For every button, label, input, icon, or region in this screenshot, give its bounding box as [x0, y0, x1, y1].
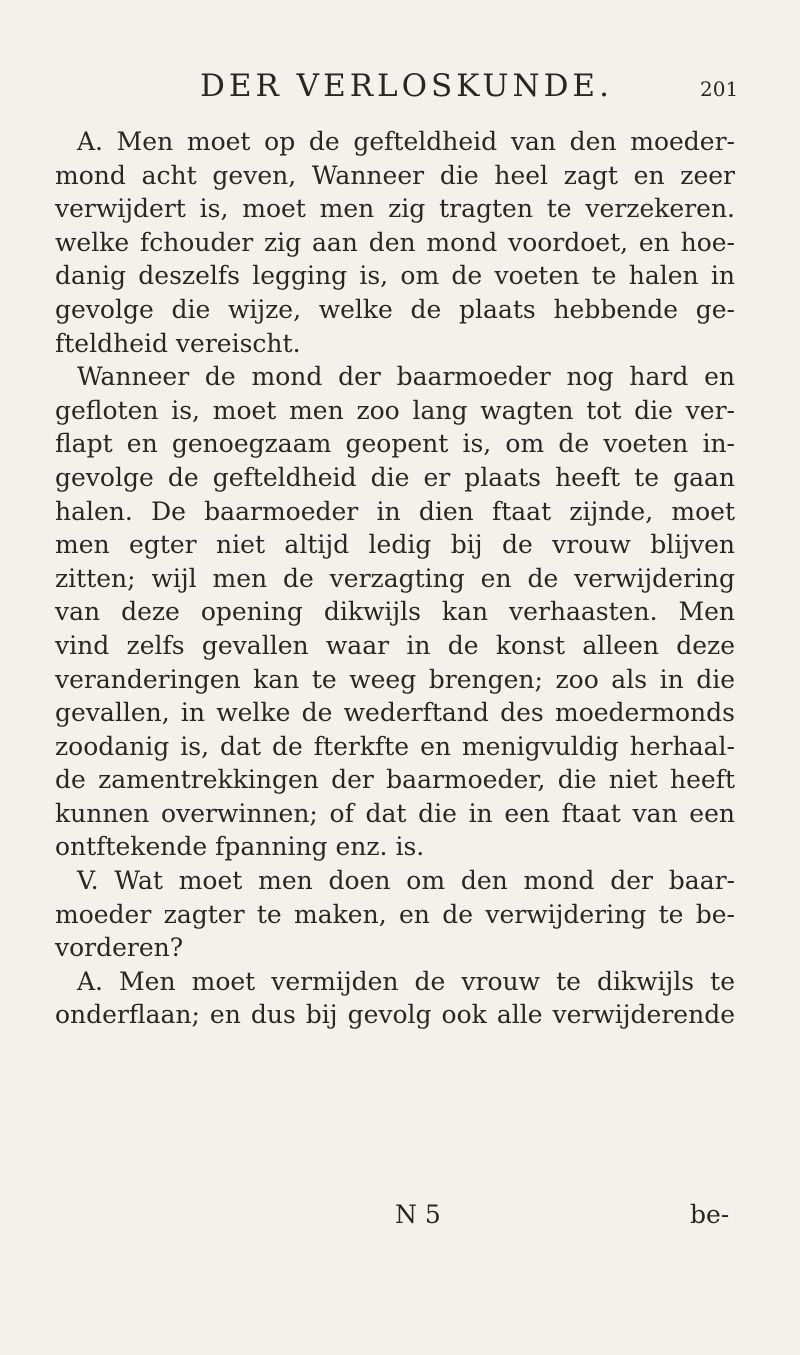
- text-line: van deze opening dikwijls kan verhaasten. Men: [55, 597, 735, 627]
- text-line: onderflaan; en dus bij gevolg ook alle verwijderende: [55, 1000, 735, 1030]
- text-line: Wanneer de mond der baarmoeder nog hard en: [77, 362, 735, 392]
- catchword: be-: [690, 1200, 730, 1229]
- text-line: fteldheid vereischt.: [55, 328, 301, 358]
- text-line: mond acht geven, Wanneer die heel zagt en zeer: [55, 160, 735, 190]
- text-line: V. Wat moet men doen om den mond der baar-: [77, 866, 735, 896]
- text-line: ontftekende fpanning enz. is.: [55, 832, 425, 862]
- text-line: halen. De baarmoeder in dien ftaat zijnde, moet: [55, 496, 735, 526]
- text-line: de zamentrekkingen der baarmoeder, die niet heeft: [55, 765, 735, 795]
- page-footer: [0, 1198, 800, 1232]
- text-line: vorderen?: [55, 933, 184, 963]
- text-line: moeder zagter te maken, en de verwijdering te be-: [55, 899, 735, 929]
- page-number: 201: [700, 77, 739, 101]
- text-line: zitten; wijl men de verzagting en de verwijdering: [55, 563, 735, 593]
- text-line: men egter niet altijd ledig bij de vrouw blijven: [55, 530, 735, 560]
- text-line: gevallen, in welke de wederftand des moedermonds: [55, 698, 735, 728]
- text-line: A. Men moet op de gefteldheid van den moeder-: [77, 127, 735, 156]
- signature-mark: N 5: [395, 1200, 441, 1229]
- text-line: gefloten is, moet men zoo lang wagten tot die ver-: [55, 395, 735, 425]
- text-line: welke fchouder zig aan den mond voordoet, en hoe-: [55, 227, 735, 257]
- text-line: gevolge de gefteldheid die er plaats heeft te gaan: [55, 462, 735, 492]
- text-line: veranderingen kan te weeg brengen; zoo als in die: [55, 664, 735, 694]
- text-line: gevolge die wijze, welke de plaats hebbende ge-: [55, 294, 735, 324]
- running-title: DER VERLOSKUNDE.: [200, 68, 613, 104]
- text-line: danig deszelfs legging is, om de voeten te halen in: [55, 261, 735, 291]
- body-text: [55, 125, 735, 1032]
- text-line: flapt en genoegzaam geopent is, om de voeten in-: [55, 429, 735, 459]
- text-line: kunnen overwinnen; of dat die in een ftaat van een: [55, 798, 735, 828]
- text-line: vind zelfs gevallen waar in de konst alleen deze: [55, 630, 735, 660]
- running-head: [0, 66, 800, 106]
- text-line: A. Men moet vermijden de vrouw te dikwijls te: [77, 966, 735, 996]
- text-line: verwijdert is, moet men zig tragten te verzekeren.: [55, 194, 735, 224]
- text-line: zoodanig is, dat de fterkfte en menigvuldig herhaal-: [55, 731, 735, 761]
